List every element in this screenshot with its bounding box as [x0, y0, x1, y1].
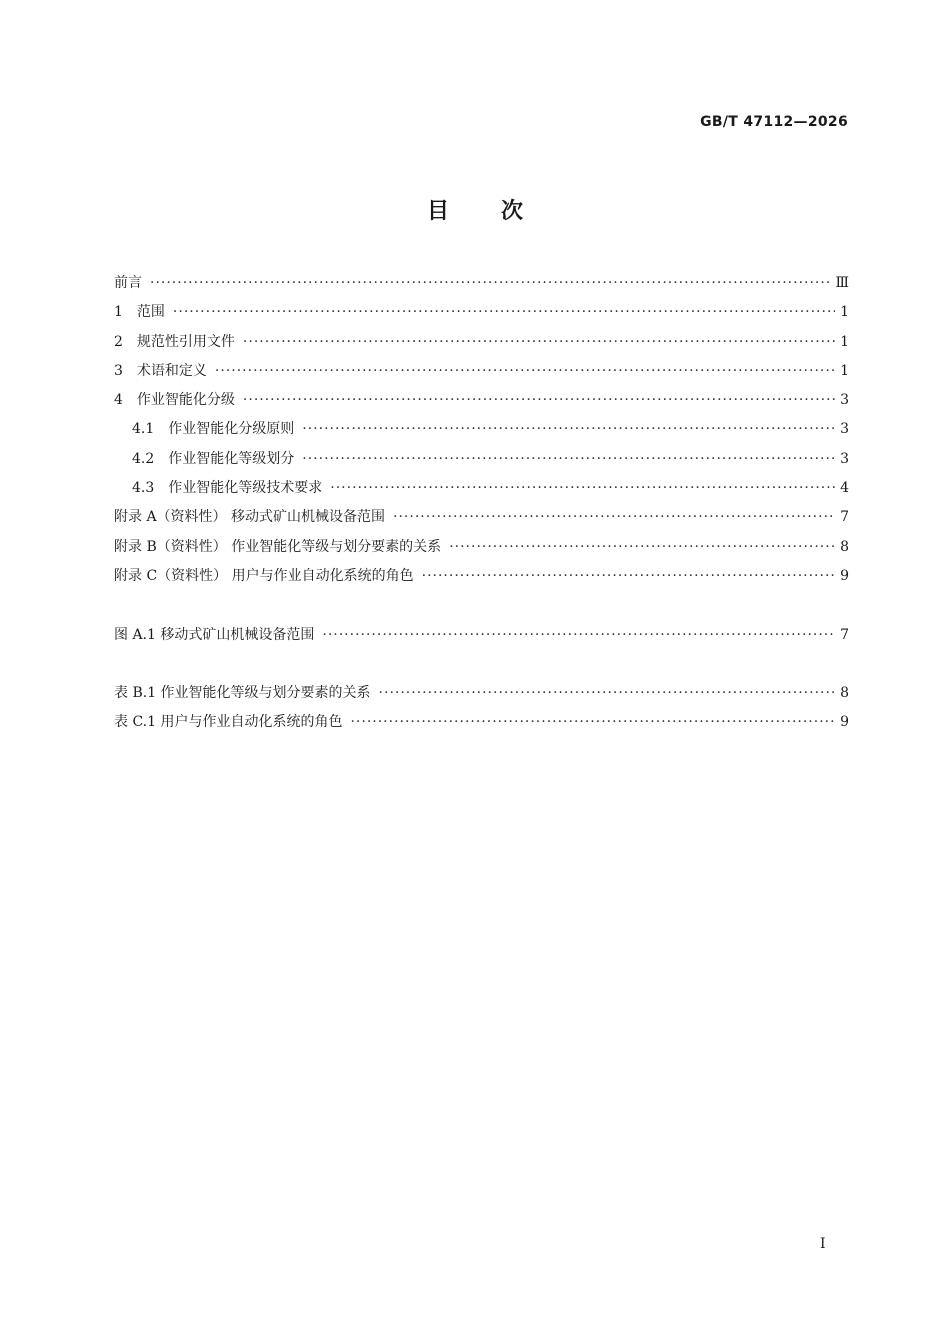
dot-leader: [173, 304, 835, 320]
toc-entry-label: 作业智能化分级原则: [168, 421, 295, 438]
toc-entry-label: 表 C.1 用户与作业自动化系统的角色: [114, 714, 343, 731]
dot-leader: [302, 451, 835, 467]
toc-entry-label: 作业智能化分级: [136, 392, 235, 409]
toc-entry-foreword[interactable]: [114, 272, 849, 301]
toc-entry-normative-references[interactable]: [114, 331, 849, 360]
dot-leader: [243, 334, 835, 350]
dot-leader: [422, 568, 835, 584]
toc-entry-page: 1: [840, 362, 849, 379]
toc-entry-annex-c[interactable]: [114, 565, 849, 594]
toc-entry-number: 1: [114, 304, 123, 321]
toc-entry-annex-b[interactable]: [114, 536, 849, 565]
toc-entry-page: 7: [840, 509, 849, 526]
dot-leader: [302, 421, 835, 437]
toc-entry-page: 3: [840, 450, 849, 467]
toc-entry-figure-a1[interactable]: [114, 624, 849, 653]
section-spacer: [114, 594, 849, 623]
toc-entry-page: 4: [840, 480, 849, 497]
toc-entry-label: 表 B.1 作业智能化等级与划分要素的关系: [114, 685, 371, 702]
toc-entry-label: 作业智能化等级技术要求: [168, 480, 323, 497]
toc-entry-label: 前言: [114, 275, 142, 291]
toc-entry-page: Ⅲ: [835, 275, 849, 291]
toc-entry-label: 附录 C（资料性） 用户与作业自动化系统的角色: [114, 567, 414, 584]
dot-leader: [322, 627, 835, 643]
toc-entry-label: 范围: [136, 304, 165, 321]
dot-leader: [215, 363, 835, 379]
toc-entry-grading-principles[interactable]: [114, 418, 849, 447]
section-spacer: [114, 653, 849, 682]
toc-entry-page: 7: [840, 626, 849, 643]
dot-leader: [393, 509, 835, 525]
toc-entry-number: 3: [114, 362, 123, 379]
toc-entry-page: 3: [840, 421, 849, 438]
toc-entry-page: 9: [840, 567, 849, 584]
toc-entry-label: 附录 A（资料性） 移动式矿山机械设备范围: [114, 509, 386, 526]
dot-leader: [449, 539, 835, 555]
toc-entry-annex-a[interactable]: [114, 506, 849, 535]
dot-leader: [330, 480, 835, 496]
toc-entry-page: 3: [840, 392, 849, 409]
toc-entry-table-b1[interactable]: [114, 682, 849, 711]
toc-entry-page: 1: [840, 304, 849, 321]
toc-entry-intelligence-grading[interactable]: [114, 389, 849, 418]
toc-entry-number: 4.3: [132, 480, 155, 497]
toc-entry-number: 4: [114, 392, 123, 409]
toc-entry-label: 术语和定义: [136, 362, 207, 379]
toc-entry-label: 附录 B（资料性） 作业智能化等级与划分要素的关系: [114, 538, 442, 555]
dot-leader: [379, 685, 835, 701]
toc-entry-technical-requirements[interactable]: [114, 477, 849, 506]
page-title-char-1: 目: [426, 199, 449, 224]
toc-entry-label: 规范性引用文件: [136, 333, 235, 350]
toc-entry-page: 8: [840, 685, 849, 702]
toc-entry-number: 4.1: [132, 421, 155, 438]
dot-leader: [350, 714, 835, 730]
page-title: [0, 194, 950, 225]
toc-entry-table-c1[interactable]: [114, 711, 849, 740]
toc-entry-scope[interactable]: [114, 301, 849, 330]
dot-leader: [150, 275, 831, 291]
toc-entry-page: 1: [840, 333, 849, 350]
toc-entry-level-division[interactable]: [114, 448, 849, 477]
page-number: I: [820, 1236, 826, 1252]
toc-entry-page: 8: [840, 538, 849, 555]
page-title-char-2: 次: [501, 199, 524, 224]
toc-entry-page: 9: [840, 714, 849, 731]
toc-entry-number: 4.2: [132, 450, 155, 467]
toc-entry-number: 2: [114, 333, 123, 350]
standard-code: GB/T 47112—2026: [700, 114, 848, 130]
dot-leader: [243, 392, 835, 408]
toc-entry-label: 图 A.1 移动式矿山机械设备范围: [114, 626, 315, 643]
table-of-contents: [114, 272, 849, 741]
toc-entry-label: 作业智能化等级划分: [168, 450, 295, 467]
toc-entry-terms-definitions[interactable]: [114, 360, 849, 389]
